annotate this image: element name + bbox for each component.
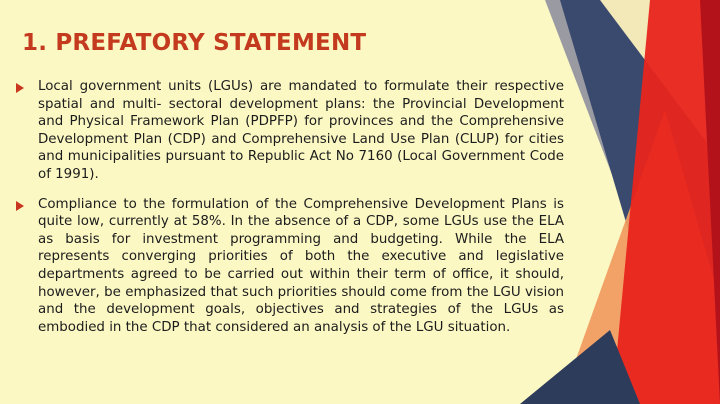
bullet-item bbox=[16, 196, 564, 337]
bullet-arrow-icon bbox=[16, 83, 24, 93]
bullet-item bbox=[16, 78, 564, 184]
bullet-text: Compliance to the formulation of the Comprehensive Development Plans is quite low, currently at 58%. In the absence of a CDP, some LGUs use the ELA as basis for investment programming and budgeting. While the ELA represents converging priorities of both the executive and legislative departments agreed to be carried out within their term of office, it should, however, be emphasized that such priorities should come from the LGU vision and the development goals, objectives and strategies of the LGUs as embodied in the CDP that considered an analysis of the LGU situation. bbox=[38, 196, 564, 335]
bullet-list bbox=[16, 78, 564, 348]
bullet-arrow-icon bbox=[16, 201, 24, 211]
slide-title: 1. PREFATORY STATEMENT bbox=[22, 30, 367, 56]
bullet-text: Local government units (LGUs) are mandated to formulate their respective spatial and multi- sectoral development plans: the Provincial Development and Physical Framework Plan (PDPFP) for provinces and the Comprehensive Development Plan (CDP) and Comprehensive Land Use Plan (CLUP) for cities and municipalities pursuant to Republic Act No 7160 (Local Government Code of 1991). bbox=[38, 79, 564, 182]
